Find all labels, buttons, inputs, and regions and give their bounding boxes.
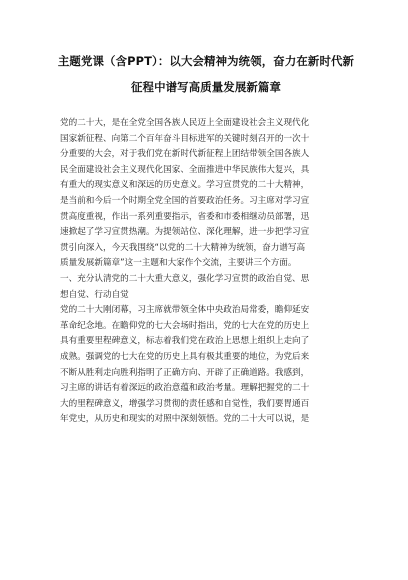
body-line: 贯引向深入，今天我围绕“以党的二十大精神为统领，奋力谱写高 [60, 242, 306, 253]
section-heading-line: 一、充分认清党的二十大重大意义，强化学习宣贯的政治自觉、思 [60, 273, 310, 284]
body-line: 不断从胜利走向胜利指明了正确方向、开辟了正确道路。我感到， [60, 367, 310, 378]
document-body [60, 116, 352, 428]
title-line-1: 主题党课（含PPT）：以大会精神为统领，奋力在新时代新 [57, 54, 355, 68]
body-line: 有重大的现实意义和深远的历史意义。学习宣贯党的二十大精神， [60, 180, 310, 191]
body-line: 具有重要里程碑意义，标志着我们党在政治上思想上组织上走向了 [60, 336, 310, 347]
body-line: 大的里程碑意义，增强学习贯彻的责任感和自觉性，我们要胃通百 [60, 398, 310, 409]
body-line: 速掀起了学习宣贯热潮。为提领站位、深化理解，进一步把学习宣 [60, 227, 310, 238]
body-line: 贯高度重视，作出一系列重要指示，省委和市委相继动员部署，迅 [60, 211, 310, 222]
body-line: 习主席的讲话有着深远的政治意蕴和政治考量。理解把握党的二十 [60, 383, 310, 394]
body-line: 党的二十大刚闭幕，习主席就带领全体中央政治局常委，瞻仰延安 [60, 305, 310, 316]
body-line: 成熟。强调党的七大在党的历史上具有极其重要的地位，为党后来 [60, 351, 310, 362]
body-line: 年党史，从历史和现实的对照中深刻领悟。党的二十大可以说，是 [60, 414, 310, 425]
body-line: 是当前和今后一个时期全党全国的首要政治任务。习主席对学习宣 [60, 195, 310, 206]
document-title [56, 48, 356, 100]
body-line: 质量发展新篇章”这一主题和大家作个交流，主要讲三个方面。 [60, 258, 297, 269]
body-line: 国家新征程、向第二个百年奋斗目标进军的关键时刻召开的一次十 [60, 133, 310, 144]
body-line: 革命纪念地。在瞻仰党的七大会场时指出，党的七大在党的历史上 [60, 320, 310, 331]
title-line-2: 征程中谱写高质量发展新篇章 [130, 80, 282, 94]
section-heading-line: 想自觉、行动自觉 [60, 289, 129, 300]
body-line: 民全面建设社会主义现代化国家、全面推进中华民族伟大复兴，具 [60, 164, 310, 175]
body-line: 分重要的大会，对于我们党在新时代新征程上团结带领全国各族人 [60, 149, 310, 160]
body-line: 党的二十大，是在全党全国各族人民迈上全面建设社会主义现代化 [60, 118, 310, 128]
